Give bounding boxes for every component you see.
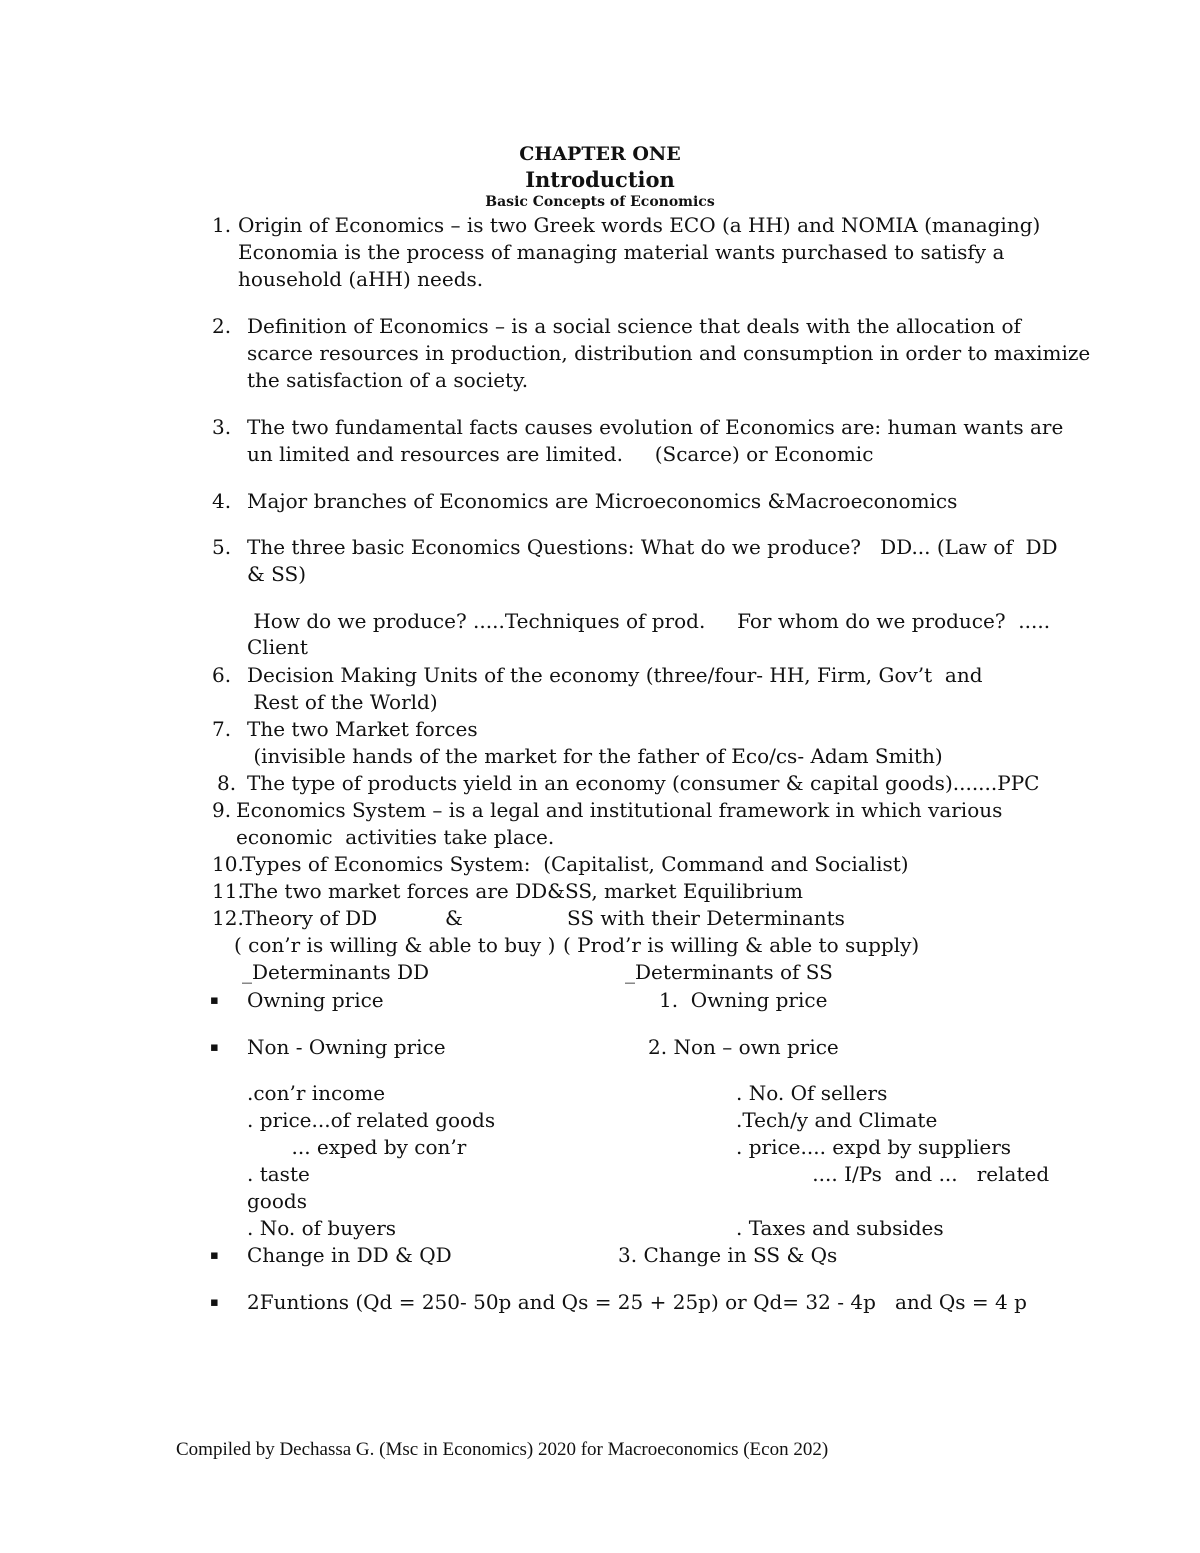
item-2-line-3: the satisfaction of a society. <box>247 368 529 392</box>
item-5-line-4: Client <box>247 635 308 659</box>
item-2-line-1: Definition of Economics – is a social science that deals with the allocation of <box>247 314 1021 338</box>
bullet-2-right: 2. Non – own price <box>648 1035 839 1059</box>
item-12-text-and: & <box>445 906 463 930</box>
ss-determinant-item: .... I/Ps and ... related <box>736 1162 1050 1186</box>
dd-determinant-item: . No. of buyers <box>247 1216 397 1240</box>
bullet-2-left: Non - Owning price <box>247 1035 446 1059</box>
item-12-text-ss: SS with their Determinants <box>567 906 845 930</box>
ss-determinant-item: .Tech/y and Climate <box>736 1108 938 1132</box>
item-7-line-2: (invisible hands of the market for the father of Eco/cs- Adam Smith) <box>247 744 943 768</box>
item-5-line-3: How do we produce? .....Techniques of prod. For whom do we produce? ..... <box>247 609 1051 633</box>
dd-determinant-item: goods <box>247 1189 307 1213</box>
subtitle: Basic Concepts of Economics <box>485 194 715 210</box>
item-10-line-1: Types of Economics System: (Capitalist, Command and Socialist) <box>242 852 909 876</box>
item-6-line-2: Rest of the World) <box>247 690 438 714</box>
dd-determinant-item: ... exped by con’r <box>247 1135 467 1159</box>
item-1-line-2: Economia is the process of managing material wants purchased to satisfy a <box>238 240 1005 264</box>
functions-line: 2Funtions (Qd = 250- 50p and Qs = 25 + 25p) or Qd= 32 - 4p and Qs = 4 p <box>247 1290 1027 1314</box>
square-bullet-icon: ▪ <box>210 1040 219 1055</box>
item-2-line-2: scarce resources in production, distribution and consumption in order to maximize <box>247 341 1091 365</box>
dd-determinant-item: . price...of related goods <box>247 1108 496 1132</box>
determinants-ss-heading: _Determinants of SS <box>625 960 833 984</box>
item-11-line-1: The two market forces are DD&SS, market Equilibrium <box>240 879 803 903</box>
item-number: 4. <box>212 489 232 513</box>
bullet-1-right: 1. Owning price <box>659 988 828 1012</box>
ss-determinant-item: . Taxes and subsides <box>736 1216 944 1240</box>
item-number: 5. <box>212 535 232 559</box>
item-number: 7. <box>212 717 232 741</box>
item-number: 10. <box>212 852 244 876</box>
item-4-line-1: Major branches of Economics are Microeconomics &Macroeconomics <box>247 489 958 513</box>
item-12-text-dd: Theory of DD <box>242 906 378 930</box>
item-8-line-1: The type of products yield in an economy (consumer & capital goods).......PPC <box>247 771 1040 795</box>
ss-definition: ( Prod’r is willing & able to supply) <box>563 933 920 957</box>
item-number: 8. <box>217 771 237 795</box>
bullet-3-right: 3. Change in SS & Qs <box>618 1243 838 1267</box>
chapter-heading: CHAPTER ONE <box>519 143 681 165</box>
item-5-line-2: & SS) <box>247 562 307 586</box>
item-number: 1. <box>212 213 232 237</box>
item-9-line-1: Economics System – is a legal and institutional framework in which various <box>236 798 1003 822</box>
ss-determinant-item: . No. Of sellers <box>736 1081 888 1105</box>
square-bullet-icon: ▪ <box>210 993 219 1008</box>
ss-determinant-item: . price.... expd by suppliers <box>736 1135 1012 1159</box>
square-bullet-icon: ▪ <box>210 1295 219 1310</box>
item-5-line-1: The three basic Economics Questions: What do we produce? DD... (Law of DD <box>247 535 1058 559</box>
item-number: 2. <box>212 314 232 338</box>
item-number: 6. <box>212 663 232 687</box>
item-3-line-2: un limited and resources are limited. (Scarce) or Economic <box>247 442 874 466</box>
item-number: 12. <box>212 906 244 930</box>
item-number: 3. <box>212 415 232 439</box>
dd-determinant-item: . taste <box>247 1162 310 1186</box>
item-number: 11. <box>212 879 244 903</box>
item-7-line-1: The two Market forces <box>247 717 478 741</box>
dd-determinant-item: .con’r income <box>247 1081 386 1105</box>
item-9-line-2: economic activities take place. <box>236 825 555 849</box>
bullet-1-left: Owning price <box>247 988 384 1012</box>
square-bullet-icon: ▪ <box>210 1248 219 1263</box>
item-6-line-1: Decision Making Units of the economy (three/four- HH, Firm, Gov’t and <box>247 663 983 687</box>
item-1-line-1: Origin of Economics – is two Greek words ECO (a HH) and NOMIA (managing) <box>238 213 1041 237</box>
page-title: Introduction <box>525 167 675 192</box>
dd-definition: ( con’r is willing & able to buy ) <box>234 933 556 957</box>
item-3-line-1: The two fundamental facts causes evolution of Economics are: human wants are <box>247 415 1064 439</box>
item-1-line-3: household (aHH) needs. <box>238 267 484 291</box>
item-number: 9. <box>212 798 232 822</box>
determinants-dd-heading: _Determinants DD <box>242 960 430 984</box>
bullet-3-left: Change in DD & QD <box>247 1243 452 1267</box>
page-footer: Compiled by Dechassa G. (Msc in Economics) 2020 for Macroeconomics (Econ 202) <box>176 1439 829 1460</box>
